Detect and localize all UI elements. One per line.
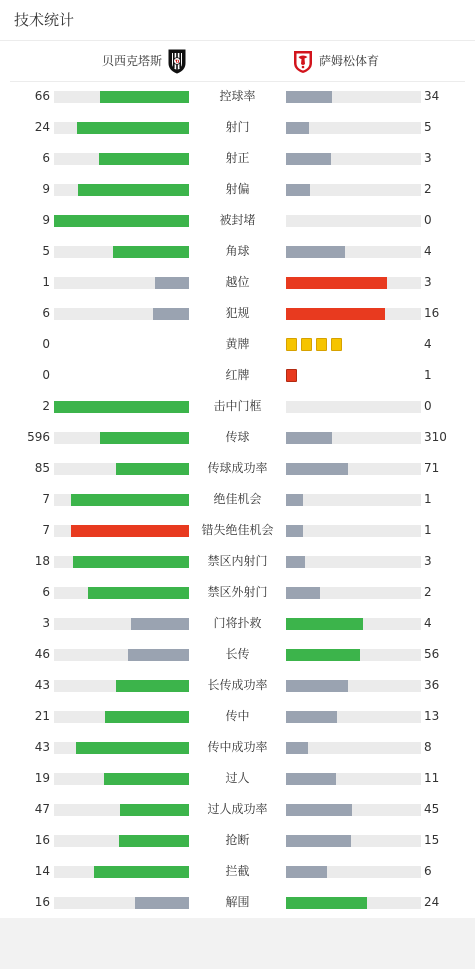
- stat-label: 黄牌: [225, 337, 250, 351]
- away-stat-bar-track: [286, 773, 421, 785]
- away-stat-value: 4: [424, 337, 432, 351]
- away-stat-value: 310: [424, 430, 447, 444]
- home-stat-bar-track: [54, 711, 189, 723]
- home-stat-bar: [105, 711, 189, 723]
- stat-label: 过人成功率: [207, 802, 268, 816]
- away-stat-value: 4: [424, 244, 432, 258]
- stat-row: [0, 763, 475, 794]
- stat-row: [0, 174, 475, 205]
- home-stat-bar: [120, 804, 189, 816]
- stat-label: 射正: [225, 151, 250, 165]
- red-card-icon: [286, 369, 297, 382]
- home-stat-value: 24: [34, 120, 50, 134]
- away-stat-bar-track: [286, 804, 421, 816]
- away-stat-bar: [286, 432, 332, 444]
- home-stat-value: 43: [34, 678, 50, 692]
- stat-row: [0, 670, 475, 701]
- home-stat-bar: [78, 184, 189, 196]
- stat-label: 解围: [225, 895, 250, 909]
- stat-row: [0, 856, 475, 887]
- home-stat-bar: [155, 277, 189, 289]
- away-stat-value: 0: [424, 399, 432, 413]
- besiktas-crest-icon: [167, 48, 187, 74]
- away-stat-value: 1: [424, 368, 432, 382]
- away-stat-value: 34: [424, 89, 440, 103]
- stat-row: [0, 546, 475, 577]
- page-title: 技术统计: [14, 11, 75, 29]
- away-stat-bar-track: [286, 215, 421, 227]
- stat-label: 传球成功率: [207, 461, 268, 475]
- stat-row: [0, 515, 475, 546]
- away-stat-bar: [286, 246, 345, 258]
- home-stat-bar-track: [54, 91, 189, 103]
- away-stat-bar: [286, 91, 332, 103]
- stat-row: [0, 577, 475, 608]
- away-stat-bar-track: [286, 153, 421, 165]
- away-stat-value: 45: [424, 802, 440, 816]
- stat-label: 绝佳机会: [213, 492, 262, 506]
- stat-label: 控球率: [219, 89, 256, 103]
- stat-label: 过人: [225, 771, 250, 785]
- home-stat-bar-track: [54, 556, 189, 568]
- stat-row: [0, 732, 475, 763]
- home-stat-value: 47: [34, 802, 50, 816]
- away-stat-value: 71: [424, 461, 440, 475]
- away-stat-value: 56: [424, 647, 440, 661]
- yellow-card-icon: [301, 338, 312, 351]
- home-stat-value: 0: [42, 337, 50, 351]
- home-stat-bar-track: [54, 649, 189, 661]
- away-stat-bar: [286, 184, 310, 196]
- stat-label: 犯规: [225, 306, 250, 320]
- home-stat-bar-track: [54, 277, 189, 289]
- home-stat-bar: [77, 122, 189, 134]
- stat-label: 长传成功率: [207, 678, 268, 692]
- away-stat-bar: [286, 618, 363, 630]
- home-stat-bar: [99, 153, 189, 165]
- away-stat-value: 6: [424, 864, 432, 878]
- stat-label: 击中门框: [213, 399, 262, 413]
- home-stat-bar-track: [54, 432, 189, 444]
- away-stat-bar-track: [286, 897, 421, 909]
- samsunspor-crest-icon: [292, 48, 314, 74]
- away-stat-bar-track: [286, 680, 421, 692]
- away-stat-value: 5: [424, 120, 432, 134]
- stat-label: 错失绝佳机会: [201, 523, 274, 537]
- home-stat-bar: [54, 401, 189, 413]
- away-stat-bar: [286, 804, 352, 816]
- home-stat-bar-track: [54, 618, 189, 630]
- home-stat-bar: [131, 618, 189, 630]
- home-stat-value: 46: [34, 647, 50, 661]
- home-stat-bar-track: [54, 742, 189, 754]
- stat-label: 被封堵: [219, 213, 256, 227]
- stat-label: 传中: [225, 709, 250, 723]
- away-stat-value: 3: [424, 151, 432, 165]
- away-stat-value: 16: [424, 306, 440, 320]
- yellow-card-icon: [316, 338, 327, 351]
- home-stat-bar: [88, 587, 189, 599]
- stat-label: 拦截: [225, 864, 250, 878]
- away-stat-bar-track: [286, 246, 421, 258]
- stat-label: 角球: [225, 244, 250, 258]
- home-stat-bar: [153, 308, 189, 320]
- home-stat-bar-track: [54, 525, 189, 537]
- home-stat-bar: [100, 432, 189, 444]
- home-stat-value: 85: [34, 461, 50, 475]
- away-stat-value: 3: [424, 554, 432, 568]
- stat-row: [0, 143, 475, 174]
- stat-row: [0, 391, 475, 422]
- away-stat-bar: [286, 556, 305, 568]
- home-stat-bar: [113, 246, 189, 258]
- stat-row: [0, 236, 475, 267]
- home-stat-value: 6: [42, 585, 50, 599]
- away-stat-bar-track: [286, 122, 421, 134]
- away-stat-bar: [286, 649, 360, 661]
- stat-row: [0, 81, 475, 112]
- stat-row: [0, 825, 475, 856]
- home-stat-bar-track: [54, 215, 189, 227]
- stat-row: [0, 794, 475, 825]
- away-stat-value: 24: [424, 895, 440, 909]
- home-stat-bar: [71, 525, 189, 537]
- stat-label: 越位: [225, 275, 250, 289]
- home-stat-bar-track: [54, 401, 189, 413]
- home-stat-bar-track: [54, 308, 189, 320]
- home-stat-bar: [100, 91, 189, 103]
- yellow-card-icon: [286, 338, 297, 351]
- away-stat-bar-track: [286, 91, 421, 103]
- home-stat-bar: [94, 866, 189, 878]
- away-stat-value: 8: [424, 740, 432, 754]
- away-stat-bar-track: [286, 401, 421, 413]
- away-stat-bar: [286, 463, 348, 475]
- home-stat-bar-track: [54, 494, 189, 506]
- home-stat-bar: [104, 773, 189, 785]
- away-stat-bar: [286, 153, 331, 165]
- home-stat-value: 0: [42, 368, 50, 382]
- stat-row: [0, 360, 475, 391]
- away-stat-bar: [286, 680, 348, 692]
- stat-row: [0, 887, 475, 918]
- away-stat-bar: [286, 773, 336, 785]
- home-stat-value: 2: [42, 399, 50, 413]
- home-stat-bar: [116, 463, 189, 475]
- home-stat-bar-track: [54, 773, 189, 785]
- away-stat-value: 1: [424, 523, 432, 537]
- home-stat-value: 43: [34, 740, 50, 754]
- away-stat-bar: [286, 866, 327, 878]
- away-team-name: 萨姆松体育: [319, 54, 380, 68]
- title-divider: [0, 40, 475, 41]
- away-stat-bar: [286, 525, 303, 537]
- away-stat-bar: [286, 494, 303, 506]
- home-stat-value: 21: [34, 709, 50, 723]
- stat-label: 禁区外射门: [207, 585, 268, 599]
- stat-label: 射门: [225, 120, 250, 134]
- away-stat-bar: [286, 835, 351, 847]
- stat-row: [0, 701, 475, 732]
- away-stat-bar-track: [286, 835, 421, 847]
- away-stat-bar: [286, 711, 337, 723]
- home-stat-value: 19: [34, 771, 50, 785]
- stat-row: [0, 205, 475, 236]
- yellow-card-icon: [331, 338, 342, 351]
- away-stat-value: 13: [424, 709, 440, 723]
- away-stat-value: 2: [424, 182, 432, 196]
- stat-row: [0, 484, 475, 515]
- home-stat-bar: [135, 897, 189, 909]
- home-stat-bar-track: [54, 866, 189, 878]
- home-stat-bar-track: [54, 587, 189, 599]
- away-stat-bar-track: [286, 432, 421, 444]
- stat-row: [0, 639, 475, 670]
- home-stat-value: 18: [34, 554, 50, 568]
- stat-label: 抢断: [225, 833, 250, 847]
- home-stat-bar: [71, 494, 189, 506]
- home-stat-value: 9: [42, 213, 50, 227]
- home-stat-value: 5: [42, 244, 50, 258]
- away-stat-bar-track: [286, 649, 421, 661]
- stat-row: [0, 112, 475, 143]
- stat-label: 传中成功率: [207, 740, 268, 754]
- away-stat-bar-track: [286, 277, 421, 289]
- stat-row: [0, 267, 475, 298]
- away-stat-bar-track: [286, 618, 421, 630]
- home-stat-bar: [119, 835, 189, 847]
- away-stat-bar-track: [286, 184, 421, 196]
- stat-label: 射偏: [225, 182, 250, 196]
- home-stat-bar-track: [54, 835, 189, 847]
- away-stat-bar: [286, 277, 387, 289]
- home-stat-bar-track: [54, 122, 189, 134]
- away-stat-bar-track: [286, 556, 421, 568]
- away-stat-value: 3: [424, 275, 432, 289]
- away-stat-bar: [286, 742, 308, 754]
- home-stat-bar-track: [54, 804, 189, 816]
- away-stat-bar-track: [286, 866, 421, 878]
- stat-label: 传球: [225, 430, 250, 444]
- away-stat-bar: [286, 897, 367, 909]
- stat-row: [0, 453, 475, 484]
- home-stat-value: 9: [42, 182, 50, 196]
- stat-row: [0, 298, 475, 329]
- home-stat-bar-track: [54, 463, 189, 475]
- stat-row: [0, 422, 475, 453]
- away-stat-bar-track: [286, 587, 421, 599]
- home-stat-bar-track: [54, 680, 189, 692]
- away-stat-bar-track: [286, 494, 421, 506]
- home-stat-value: 16: [34, 833, 50, 847]
- away-stat-value: 36: [424, 678, 440, 692]
- stat-label: 长传: [225, 647, 250, 661]
- away-stat-value: 1: [424, 492, 432, 506]
- home-stat-value: 7: [42, 523, 50, 537]
- away-stat-value: 2: [424, 585, 432, 599]
- away-stat-bar-track: [286, 742, 421, 754]
- away-stat-value: 15: [424, 833, 440, 847]
- away-stat-bar: [286, 122, 309, 134]
- stat-row: [0, 329, 475, 360]
- home-stat-bar-track: [54, 246, 189, 258]
- home-stat-value: 7: [42, 492, 50, 506]
- away-stat-bar-track: [286, 711, 421, 723]
- away-stat-bar: [286, 587, 320, 599]
- home-stat-value: 6: [42, 151, 50, 165]
- home-stat-bar-track: [54, 184, 189, 196]
- home-team-name: 贝西克塔斯: [101, 54, 162, 68]
- away-stat-bar: [286, 308, 385, 320]
- home-stat-value: 16: [34, 895, 50, 909]
- home-stat-bar-track: [54, 897, 189, 909]
- away-stat-bar-track: [286, 308, 421, 320]
- home-stat-bar: [128, 649, 189, 661]
- home-stat-value: 596: [27, 430, 50, 444]
- away-stat-value: 11: [424, 771, 440, 785]
- home-stat-value: 66: [34, 89, 50, 103]
- home-stat-bar: [76, 742, 189, 754]
- stat-row: [0, 608, 475, 639]
- away-stat-bar-track: [286, 525, 421, 537]
- away-stat-bar-track: [286, 463, 421, 475]
- home-stat-value: 14: [34, 864, 50, 878]
- away-stat-value: 4: [424, 616, 432, 630]
- home-stat-bar: [116, 680, 189, 692]
- away-stat-value: 0: [424, 213, 432, 227]
- home-stat-value: 3: [42, 616, 50, 630]
- home-stat-bar-track: [54, 153, 189, 165]
- stat-label: 禁区内射门: [207, 554, 268, 568]
- stat-label: 红牌: [225, 368, 250, 382]
- home-stat-value: 1: [42, 275, 50, 289]
- home-stat-bar: [54, 215, 189, 227]
- home-stat-value: 6: [42, 306, 50, 320]
- home-stat-bar: [73, 556, 189, 568]
- stat-label: 门将扑救: [213, 616, 262, 630]
